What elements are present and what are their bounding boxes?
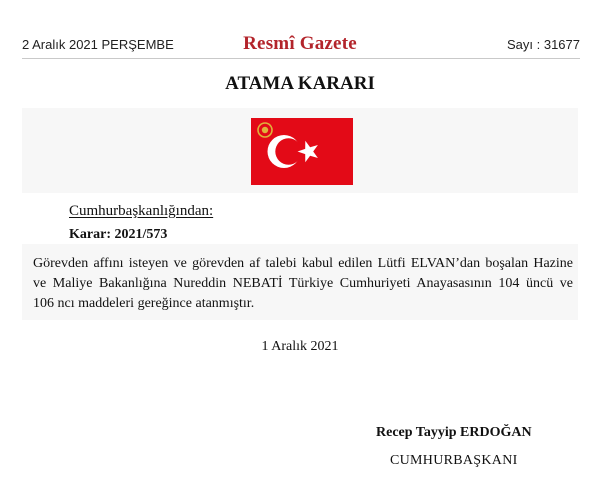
gazette-header: [0, 0, 600, 58]
issuing-authority: Cumhurbaşkanlığından:: [69, 203, 214, 219]
body-line: ve Maliye Bakanlığına Nureddin NEBATİ Türkiye Cumhuriyeti Anayasasının 104 üncü ve: [33, 276, 573, 291]
header-divider: [22, 58, 580, 59]
issue-date: 2 Aralık 2021 PERŞEMBE: [22, 37, 174, 52]
body-line: 106 ncı maddeleri gereğince atanmıştır.: [33, 296, 255, 311]
document-title: ATAMA KARARI: [225, 73, 375, 94]
decision-number: Karar: 2021/573: [69, 227, 168, 242]
signer-title: CUMHURBAŞKANI: [390, 453, 518, 468]
gazette-title: Resmî Gazete: [243, 33, 357, 54]
issue-number: Sayı : 31677: [507, 37, 580, 52]
body-line: Görevden affını isteyen ve görevden af talebi kabul edilen Lütfi ELVAN’dan boşalan Hazine: [33, 256, 573, 271]
signer-name: Recep Tayyip ERDOĞAN: [376, 425, 532, 440]
decision-body: [33, 254, 573, 314]
signing-date: 1 Aralık 2021: [261, 339, 339, 354]
turkish-flag-icon: [251, 118, 353, 185]
